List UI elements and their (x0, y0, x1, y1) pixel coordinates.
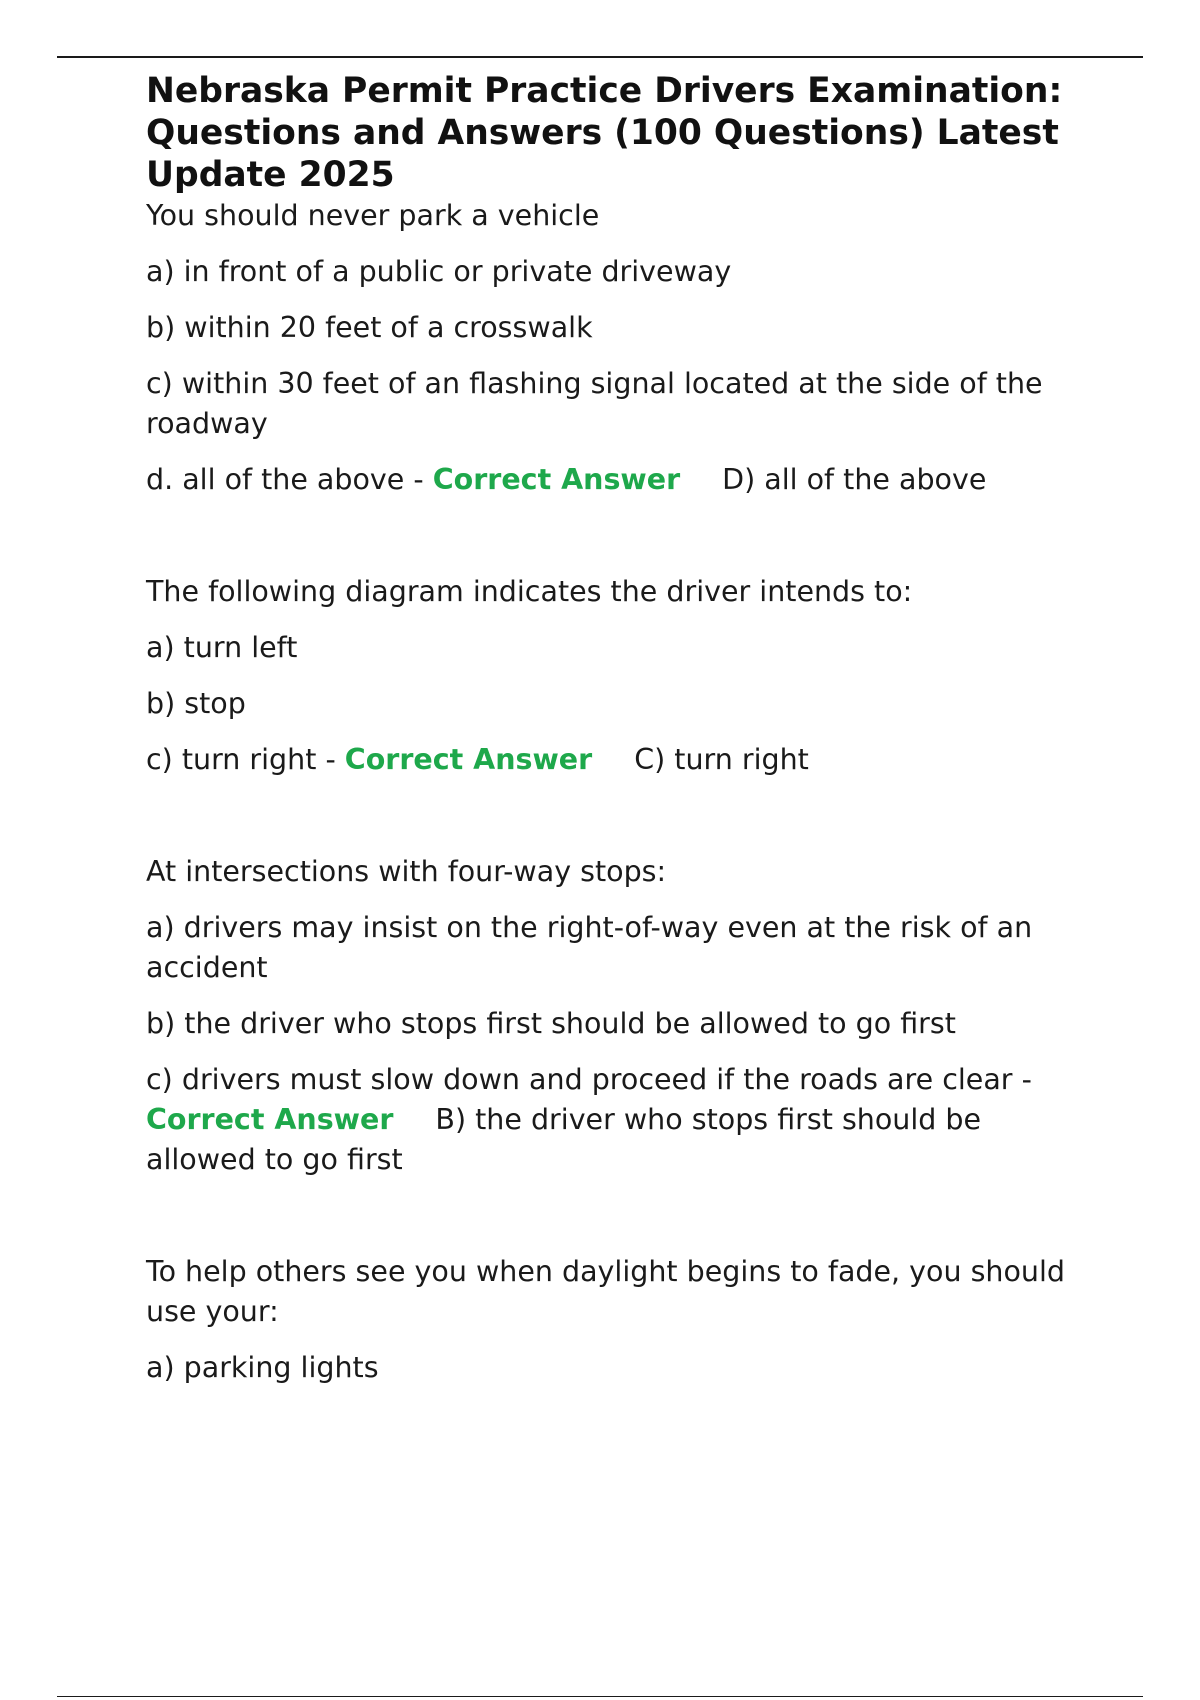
correct-answer-text: B) the driver who stops first should be allowed to go first (146, 1103, 982, 1176)
question-text: The following diagram indicates the driver intends to: (146, 575, 913, 608)
answer-option-with-answer (146, 460, 1096, 500)
answer-option: a) in front of a public or private driveway (146, 255, 732, 288)
answer-option-text: c) turn right - (146, 743, 345, 776)
answer-option-with-answer (146, 740, 1096, 780)
question-block (146, 852, 1096, 1180)
answer-option: b) within 20 feet of a crosswalk (146, 311, 593, 344)
correct-answer-label: Correct Answer (344, 743, 593, 776)
correct-answer-label: Correct Answer (146, 1103, 394, 1136)
question-block (146, 196, 1096, 500)
answer-option: b) the driver who stops first should be allowed to go first (146, 1007, 956, 1040)
top-rule (57, 56, 1143, 58)
question-text: You should never park a vehicle (146, 199, 600, 232)
correct-answer-text: D) all of the above (722, 463, 987, 496)
question-block (146, 1252, 1096, 1388)
bottom-rule (57, 1696, 1143, 1697)
document-title: Nebraska Permit Practice Drivers Examination: Questions and Answers (100 Questions) Latest Update 2025 (146, 71, 1063, 195)
answer-option-text: d. all of the above - (146, 463, 433, 496)
answer-option-with-answer (146, 1060, 1096, 1180)
answer-option: b) stop (146, 687, 246, 720)
question-text: At intersections with four-way stops: (146, 855, 667, 888)
answer-option: c) within 30 feet of an flashing signal located at the side of the roadway (146, 367, 1043, 440)
question-block (146, 572, 1096, 780)
correct-answer-text: C) turn right (634, 743, 809, 776)
answer-option: a) parking lights (146, 1351, 379, 1384)
answer-option: a) turn left (146, 631, 298, 664)
document-page (146, 70, 1096, 1388)
answer-option: a) drivers may insist on the right-of-way even at the risk of an accident (146, 911, 1033, 984)
question-text: To help others see you when daylight begins to fade, you should use your: (146, 1255, 1065, 1328)
answer-option-text: c) drivers must slow down and proceed if the roads are clear - (146, 1063, 1032, 1096)
correct-answer-label: Correct Answer (432, 463, 681, 496)
